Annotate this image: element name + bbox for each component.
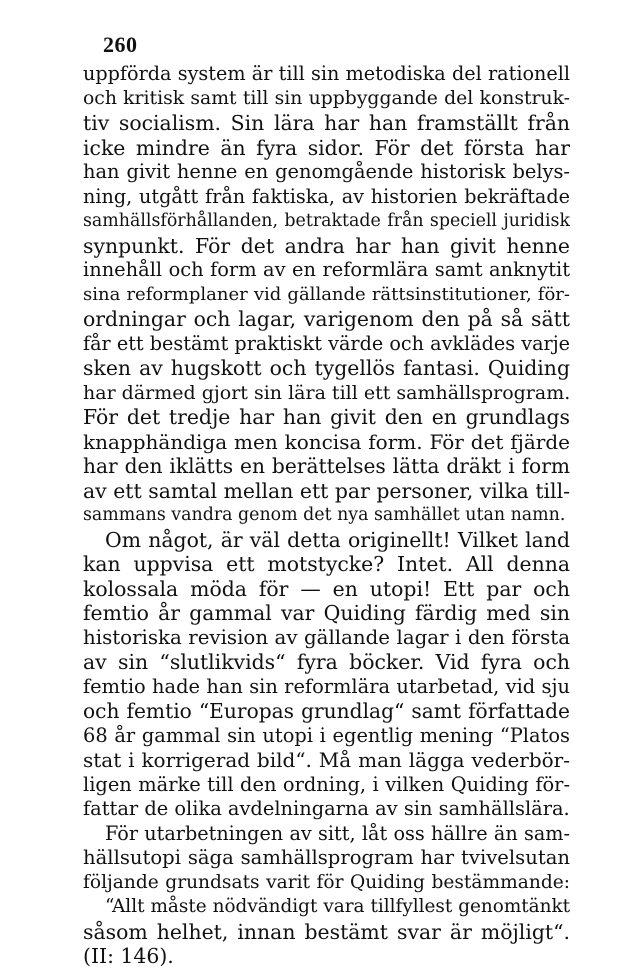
text-line: har därmed gjort sin lära till ett samhällsprogram. [83,381,570,404]
text-line: såsom helhet, innan bestämt svar är möjligt“. [83,919,570,944]
text-line: får ett bestämt praktiskt värde och avklädes varje [83,331,570,355]
text-line: ligen märke till den ordning, i vilken Quiding för- [83,772,570,796]
text-line: knapphändiga men koncisa form. För det fjärde [83,429,570,454]
text-line: sina reformplaner vid gällande rättsinstitutioner, för- [83,283,570,305]
text-line: “Allt måste nödvändigt vara tillfyllest genomtänkt [105,896,570,917]
text-line: tiv socialism. Sin lära har han framställt från [83,111,570,135]
text-line: kan uppvisa ett motstycke? Intet. All denna [83,552,570,576]
text-line: hällsutopi säga samhällsprogram har tvivelsutan [83,846,570,869]
body-text [83,62,570,969]
text-line: han givit henne en genomgående historisk belys- [83,160,570,183]
text-line: ning, utgått från faktiska, av historien bekräftade [83,184,570,208]
text-line: uppförda system är till sin metodiska del rationell [83,62,570,85]
text-line: av sin “slutlikvids“ fyra böcker. Vid fyra och [83,650,570,674]
text-line: sammans vandra genom det nya samhället utan namn. [83,505,566,525]
text-line: samhällsförhållanden, betraktade från speciell juridisk [83,211,570,231]
text-line: innehåll och form av en reformlära samt anknytit [83,258,570,281]
text-line: fattar de olika avdelningarna av sin samhällslära. [83,797,570,820]
text-line: stat i korrigerad bild“. Må man lägga vederbör- [83,748,570,772]
text-line: Om något, är väl detta originellt! Vilket land [105,527,570,552]
text-line: sken av hugskott och tygellös fantasi. Quiding [83,356,570,380]
text-line: 68 år gammal sin utopi i egentlig mening “Platos [83,723,570,747]
page-number: 260 [103,32,138,57]
text-line: För det tredje har han givit den en grundlags [83,405,570,429]
text-line: och kritisk samt till sin uppbyggande del konstruk- [83,87,570,109]
text-line: icke mindre än fyra sidor. För det första har [83,135,570,160]
text-line: av ett samtal mellan ett par personer, vilka till- [83,478,570,503]
text-line: kolossala möda för — en utopi! Ett par och [83,576,570,601]
text-line: historiska revision av gällande lagar i den första [83,625,570,649]
text-line: (II: 146). [83,944,174,968]
text-line: ordningar och lagar, varigenom den på så sätt [83,307,570,331]
text-line: synpunkt. För det andra har han givit henne [83,233,570,258]
text-line: och femtio “Europas grundlag“ samt författade [83,699,570,723]
text-line: femtio hade han sin reformlära utarbetad, vid sju [83,674,570,698]
text-line: femtio år gammal var Quiding färdig med sin [83,601,570,625]
text-line: För utarbetningen av sitt, låt oss hällre än sam- [105,821,570,845]
text-line: har den iklätts en berättelses lätta dräkt i form [83,454,570,478]
text-line: följande grundsats varit för Quiding bestämmande: [83,871,570,893]
